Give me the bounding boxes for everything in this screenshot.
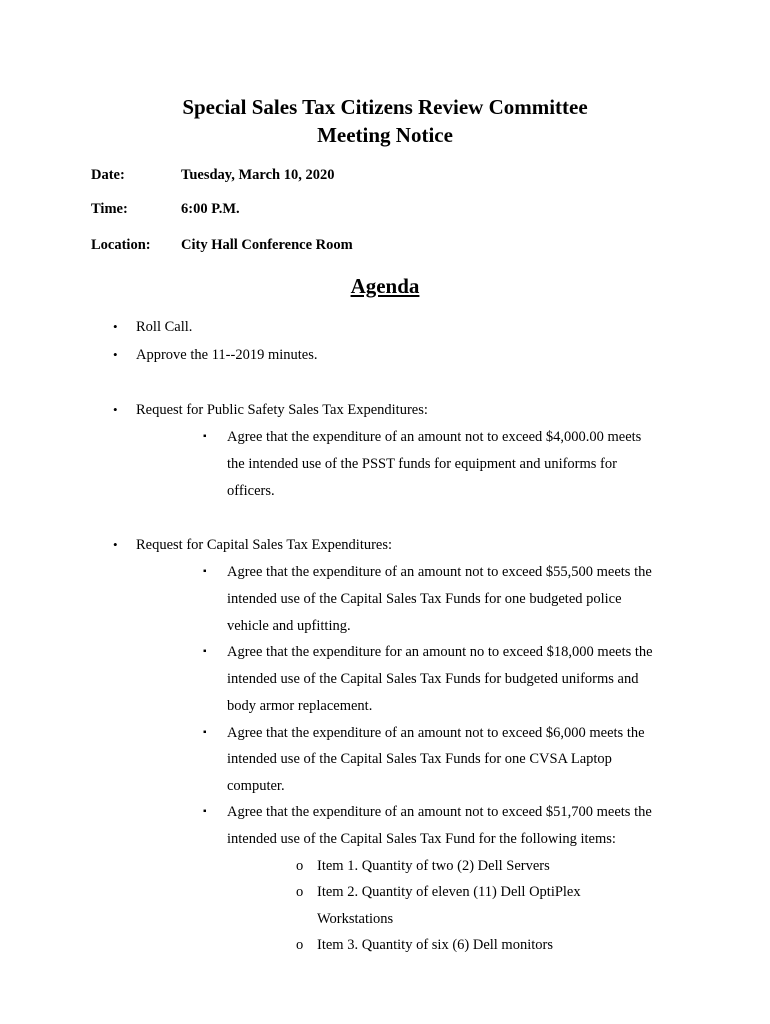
- circle-bullet-icon: o: [296, 884, 304, 900]
- sub-sub-item-text: Item 3. Quantity of six (6) Dell monitors: [317, 937, 553, 953]
- sub-item-text: vehicle and upfitting.: [227, 618, 351, 634]
- square-bullet-icon: ▪: [203, 431, 207, 442]
- sub-item-text: Agree that the expenditure of an amount not to exceed $51,700 meets the: [227, 804, 652, 820]
- sub-item-text: officers.: [227, 483, 275, 499]
- agenda-item-text: Request for Public Safety Sales Tax Expenditures:: [136, 402, 428, 418]
- bullet-icon: •: [113, 402, 118, 417]
- square-bullet-icon: ▪: [203, 646, 207, 657]
- square-bullet-icon: ▪: [203, 727, 207, 738]
- sub-item-text: Agree that the expenditure of an amount not to exceed $4,000.00 meets: [227, 429, 642, 445]
- square-bullet-icon: ▪: [203, 806, 207, 817]
- sub-sub-item-text: Item 1. Quantity of two (2) Dell Servers: [317, 858, 550, 874]
- time-label: Time:: [91, 201, 128, 217]
- agenda-heading: Agenda: [350, 274, 420, 298]
- sub-item-text: intended use of the Capital Sales Tax Funds for budgeted uniforms and: [227, 671, 639, 687]
- location-label: Location:: [91, 237, 151, 253]
- location-value: City Hall Conference Room: [181, 237, 353, 253]
- sub-item-text: Agree that the expenditure of an amount not to exceed $6,000 meets the: [227, 725, 645, 741]
- date-label: Date:: [91, 167, 125, 183]
- document-title: Special Sales Tax Citizens Review Committee: [182, 95, 588, 119]
- time-value: 6:00 P.M.: [181, 201, 240, 217]
- sub-item-text: body armor replacement.: [227, 698, 373, 714]
- agenda-item-text: Approve the 11--2019 minutes.: [136, 347, 318, 363]
- agenda-item-text: Request for Capital Sales Tax Expenditures:: [136, 537, 393, 553]
- sub-item-text: intended use of the Capital Sales Tax Fund for the following items:: [227, 831, 616, 847]
- bullet-icon: •: [113, 347, 118, 362]
- sub-item-text: Agree that the expenditure of an amount not to exceed $55,500 meets the: [227, 564, 652, 580]
- agenda-item-text: Roll Call.: [136, 319, 193, 335]
- date-value: Tuesday, March 10, 2020: [181, 167, 335, 183]
- square-bullet-icon: ▪: [203, 566, 207, 577]
- sub-item-text: intended use of the Capital Sales Tax Funds for one CVSA Laptop: [227, 751, 612, 767]
- sub-sub-item-text: Workstations: [317, 911, 394, 927]
- sub-item-text: Agree that the expenditure for an amount no to exceed $18,000 meets the: [227, 644, 653, 660]
- sub-sub-item-text: Item 2. Quantity of eleven (11) Dell OptiPlex: [317, 884, 581, 900]
- sub-item-text: computer.: [227, 778, 285, 794]
- bullet-icon: •: [113, 537, 118, 552]
- sub-item-text: intended use of the Capital Sales Tax Funds for one budgeted police: [227, 591, 622, 607]
- circle-bullet-icon: o: [296, 937, 304, 953]
- sub-item-text: the intended use of the PSST funds for equipment and uniforms for: [227, 456, 617, 472]
- document-subtitle: Meeting Notice: [317, 123, 453, 147]
- circle-bullet-icon: o: [296, 858, 304, 874]
- bullet-icon: •: [113, 319, 118, 334]
